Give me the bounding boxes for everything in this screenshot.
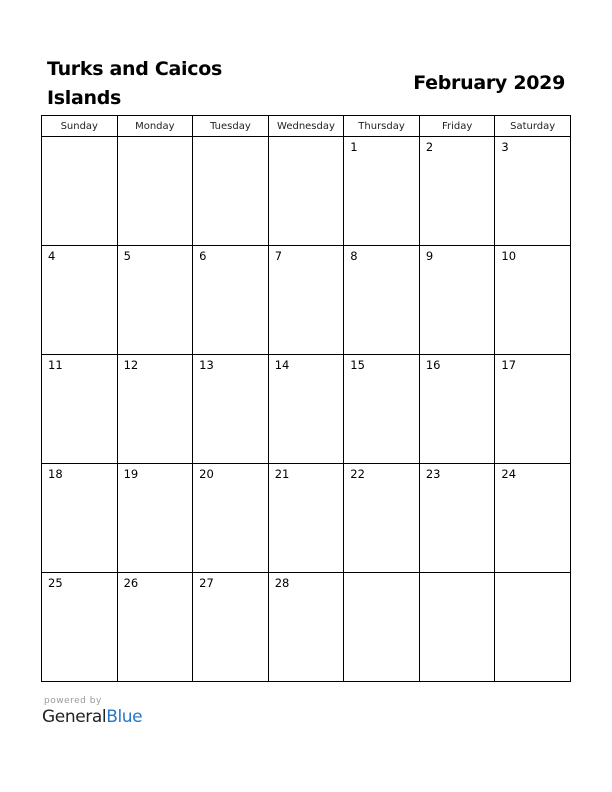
footer-branding bbox=[42, 696, 142, 727]
day-cell bbox=[495, 355, 571, 464]
calendar-grid bbox=[41, 115, 571, 682]
day-cell bbox=[344, 246, 420, 355]
day-number: 21 bbox=[274, 467, 290, 481]
day-cell bbox=[193, 137, 269, 246]
day-number: 3 bbox=[501, 140, 509, 154]
day-number bbox=[42, 137, 117, 140]
day-number: 7 bbox=[274, 249, 283, 263]
weekday-header-saturday: Saturday bbox=[495, 116, 571, 137]
day-number: 28 bbox=[274, 576, 290, 590]
week-row bbox=[42, 137, 571, 246]
day-cell bbox=[117, 355, 193, 464]
day-number: 17 bbox=[501, 358, 517, 372]
day-cell bbox=[193, 464, 269, 573]
day-number: 14 bbox=[274, 358, 290, 372]
day-cell bbox=[268, 137, 344, 246]
day-cell bbox=[419, 573, 495, 682]
day-number bbox=[269, 137, 344, 140]
day-number: 16 bbox=[425, 358, 441, 372]
day-number: 2 bbox=[425, 140, 434, 154]
day-cell bbox=[268, 464, 344, 573]
day-number: 22 bbox=[350, 467, 365, 481]
day-cell bbox=[419, 464, 495, 573]
day-cell bbox=[42, 573, 118, 682]
day-number: 8 bbox=[350, 249, 358, 263]
day-cell bbox=[117, 573, 193, 682]
day-cell bbox=[268, 246, 344, 355]
day-number: 23 bbox=[425, 467, 441, 481]
week-row bbox=[42, 246, 571, 355]
day-number bbox=[193, 137, 268, 140]
weekday-header-monday: Monday bbox=[117, 116, 193, 137]
day-number: 9 bbox=[425, 249, 434, 263]
month-year-title: February 2029 bbox=[413, 72, 565, 94]
powered-by-text: powered by bbox=[44, 696, 102, 706]
day-number: 15 bbox=[350, 358, 365, 372]
week-row bbox=[42, 573, 571, 682]
day-cell bbox=[42, 464, 118, 573]
day-cell bbox=[193, 355, 269, 464]
day-number: 27 bbox=[199, 576, 214, 590]
day-cell bbox=[495, 246, 571, 355]
weekday-header-thursday: Thursday bbox=[344, 116, 420, 137]
day-cell bbox=[117, 246, 193, 355]
day-number: 6 bbox=[199, 249, 207, 263]
weekday-header-tuesday: Tuesday bbox=[193, 116, 269, 137]
day-number: 10 bbox=[501, 249, 517, 263]
day-number bbox=[118, 137, 193, 140]
day-number: 26 bbox=[123, 576, 139, 590]
day-number: 24 bbox=[501, 467, 517, 481]
day-cell bbox=[495, 573, 571, 682]
day-number bbox=[344, 573, 419, 576]
day-number: 11 bbox=[48, 358, 63, 372]
day-cell bbox=[344, 137, 420, 246]
day-number: 13 bbox=[199, 358, 214, 372]
day-cell bbox=[193, 246, 269, 355]
day-cell bbox=[42, 355, 118, 464]
day-cell bbox=[419, 137, 495, 246]
day-number: 19 bbox=[123, 467, 139, 481]
day-cell bbox=[344, 573, 420, 682]
day-cell bbox=[419, 355, 495, 464]
day-cell bbox=[495, 464, 571, 573]
day-number: 25 bbox=[48, 576, 63, 590]
week-row bbox=[42, 464, 571, 573]
day-cell bbox=[419, 246, 495, 355]
day-cell bbox=[495, 137, 571, 246]
day-cell bbox=[344, 464, 420, 573]
brand-blue: Blue bbox=[106, 707, 143, 727]
day-cell bbox=[42, 137, 118, 246]
brand-general: General bbox=[42, 707, 107, 727]
weekday-header-sunday: Sunday bbox=[42, 116, 118, 137]
day-number: 12 bbox=[123, 358, 139, 372]
day-cell bbox=[268, 573, 344, 682]
region-title: Turks and Caicos Islands bbox=[47, 58, 222, 109]
week-row bbox=[42, 355, 571, 464]
day-cell bbox=[117, 137, 193, 246]
day-number: 20 bbox=[199, 467, 214, 481]
generalblue-logo[interactable] bbox=[42, 707, 142, 727]
day-number bbox=[420, 573, 495, 576]
day-cell bbox=[42, 246, 118, 355]
day-cell bbox=[268, 355, 344, 464]
day-number: 1 bbox=[350, 140, 358, 154]
day-number: 4 bbox=[48, 249, 56, 263]
day-cell bbox=[117, 464, 193, 573]
day-cell bbox=[344, 355, 420, 464]
day-cell bbox=[193, 573, 269, 682]
day-number bbox=[495, 573, 570, 576]
weekday-header-friday: Friday bbox=[419, 116, 495, 137]
day-number: 18 bbox=[48, 467, 63, 481]
day-number: 5 bbox=[123, 249, 131, 263]
weekday-header-row bbox=[42, 116, 571, 137]
weekday-header-wednesday: Wednesday bbox=[268, 116, 344, 137]
